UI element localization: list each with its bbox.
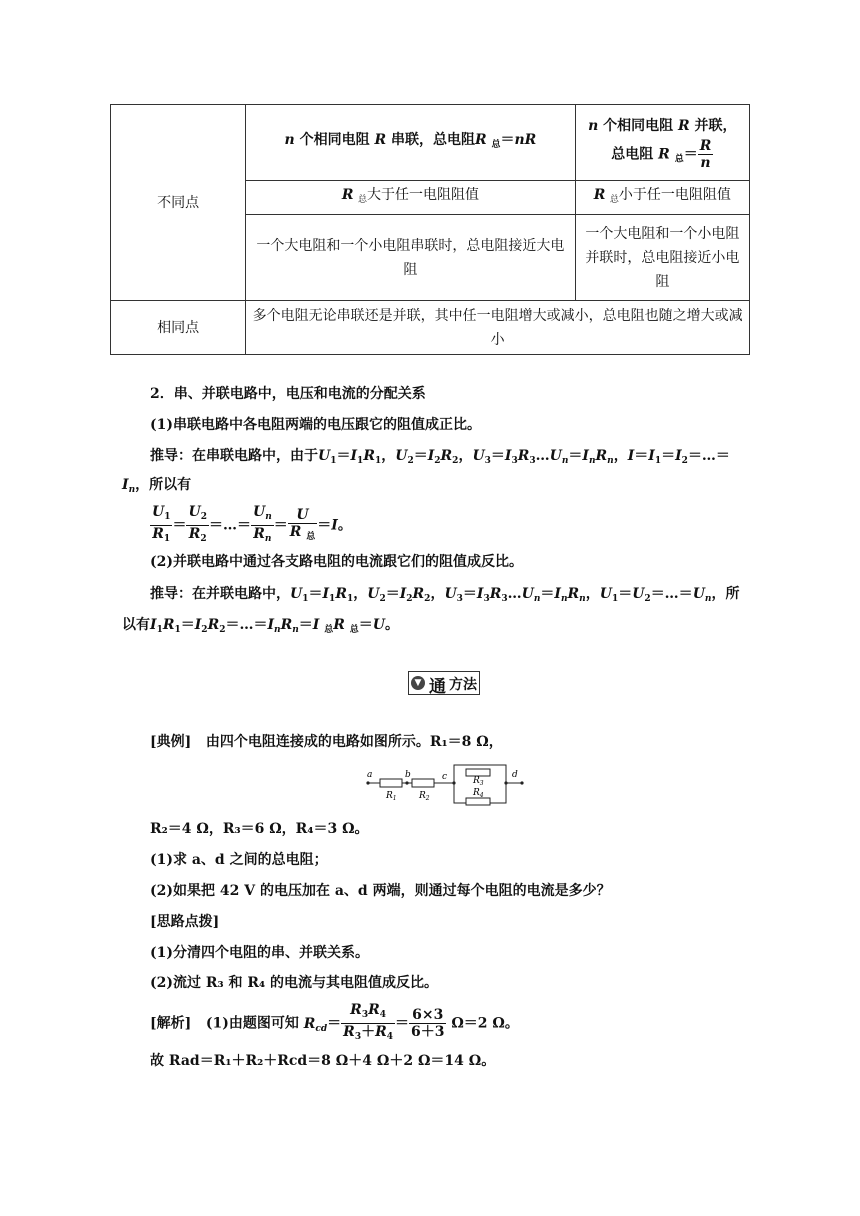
question-2: (2)如果把 42 V 的电压加在 a、d 两端，则通过每个电阻的电流是多少？ bbox=[150, 883, 611, 899]
node-d-label: d bbox=[512, 770, 518, 780]
parallel-rule: (2)并联电路中通过各支路电阻的电流跟它们的阻值成反比。 bbox=[150, 554, 523, 570]
comparison-table bbox=[110, 104, 750, 355]
series-ratio-formula: $\frac{U_1}{R_1}$ ＝ $\frac{U_2}{R_2}$ ＝…＝ $\frac{U_n}{R_n}$ ＝ $\frac{U}{R _总}$ ＝I。 bbox=[152, 504, 352, 544]
resistor-values: R₂＝4 Ω，R₃＝6 Ω，R₄＝3 Ω。 bbox=[150, 821, 369, 837]
hint-2: (2)流过 R₃ 和 R₄ 的电流与其电阻值成反比。 bbox=[150, 975, 439, 991]
diff-label-cell: 不同点 bbox=[111, 105, 246, 301]
same-label-cell: 相同点 bbox=[111, 301, 246, 355]
parallel-smaller-cell: R $_总$小于任一电阻阻值 bbox=[575, 181, 749, 215]
down-arrow-icon: ▼ bbox=[411, 676, 425, 690]
node-a-label: a bbox=[367, 770, 373, 780]
r1-label: $R_1$ bbox=[386, 791, 397, 802]
resistor-r1 bbox=[380, 779, 402, 787]
parallel-derivation-cont: 以有$I_1R_1=I_2R_2=\dots=I_nR_n=I$ $_总$R $_总$＝U。 bbox=[122, 617, 399, 635]
series-greater-cell: R $_总$大于任一电阻阻值 bbox=[246, 181, 575, 215]
series-derivation: 推导：在串联电路中，由于$U_1=I_1R_1$，$U_2=I_2R_2$，$U_3=I_3R_3\dots U_n=I_nR_n$，$I=I_1=I_2=\dots=$ bbox=[150, 448, 730, 466]
question-1: (1)求 a、d 之间的总电阻； bbox=[150, 852, 328, 868]
section-2-title: 2．串、并联电路中，电压和电流的分配关系 bbox=[150, 386, 426, 402]
solution-step-2: 故 Rad＝R₁＋R₂＋Rcd＝8 Ω＋4 Ω＋2 Ω＝14 Ω。 bbox=[150, 1053, 496, 1069]
circuit-diagram bbox=[362, 760, 542, 810]
series-derivation-cont: $I_n$，所以有 bbox=[122, 477, 192, 495]
resistor-r2 bbox=[412, 779, 434, 787]
solution-step-1: [解析] (1)由题图可知 $R_{cd}=$ $\frac{R_3R_4}{R_3+R_4}$ ＝ $\frac{6\times 3}{6+3}$ Ω＝2 Ω。 bbox=[150, 1002, 519, 1042]
series-rule: (1)串联电路中各电阻两端的电压跟它的阻值成正比。 bbox=[150, 417, 481, 433]
example-intro: [典例] 由四个电阻连接成的电路如图所示。R₁＝8 Ω， bbox=[150, 734, 503, 750]
r2-label: $R_2$ bbox=[419, 791, 430, 802]
r4-label: $R_4$ bbox=[473, 788, 484, 799]
series-formula-cell: n 个相同电阻 R 串联，总电阻R $_总$＝nR bbox=[246, 105, 575, 181]
resistor-r3 bbox=[466, 769, 490, 776]
parallel-approx-cell: 一个大电阻和一个小电阻并联时，总电阻接近小电阻 bbox=[575, 215, 749, 301]
resistor-r4 bbox=[466, 798, 490, 805]
hint-tag: [思路点拨] bbox=[150, 914, 220, 930]
node-c-label: c bbox=[442, 772, 448, 782]
node-b-label: b bbox=[405, 770, 411, 780]
r3-label: $R_3$ bbox=[473, 776, 484, 787]
method-section-badge: ▼ 通 方法 bbox=[408, 671, 480, 695]
series-approx-cell: 一个大电阻和一个小电阻串联时，总电阻接近大电阻 bbox=[246, 215, 575, 301]
parallel-derivation: 推导：在并联电路中，$U_1=I_1R_1$，$U_2=I_2R_2$，$U_3=I_3R_3\dots U_n=I_nR_n$，$U_1=U_2=\dots=U_n$，所 bbox=[150, 586, 740, 604]
parallel-formula-cell: n 个相同电阻 R 并联， 总电阻 R $_总$＝ $\frac{R}{n}$ bbox=[575, 105, 749, 181]
same-text-cell: 多个电阻无论串联还是并联，其中任一电阻增大或减小，总电阻也随之增大或减小 bbox=[246, 301, 750, 355]
hint-1: (1)分清四个电阻的串、并联关系。 bbox=[150, 945, 369, 961]
